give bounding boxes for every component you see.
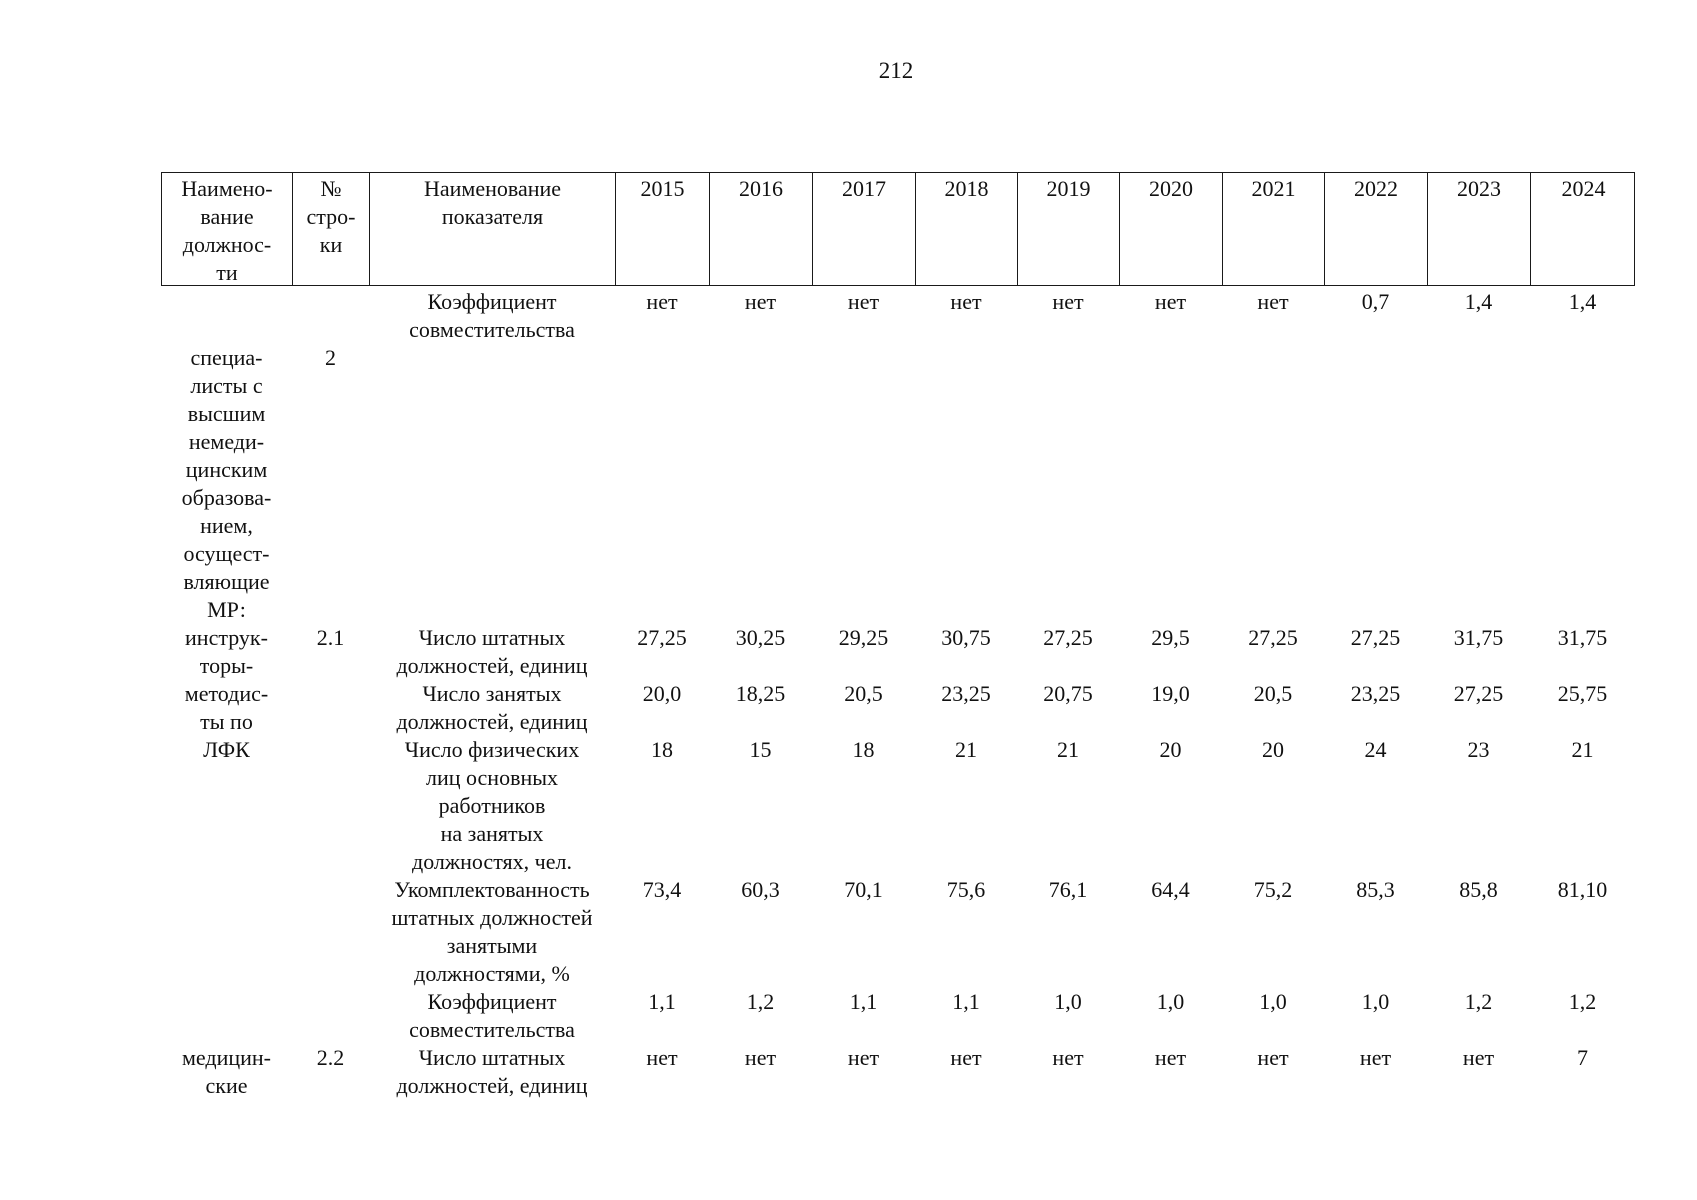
indicator-2-value-2018: 23,25 [941, 681, 991, 706]
header-year-2016: 2016 [710, 173, 813, 285]
row-medical-value-2020: нет [1154, 1045, 1187, 1070]
row-coefficient-value-2022: 0,7 [1361, 289, 1390, 314]
header-year-2021: 2021 [1223, 173, 1325, 285]
row-medical-position: медицин- ские [181, 1045, 271, 1098]
row-medical-indicator: Число штатных должностей, единиц [396, 1045, 588, 1098]
indicator-label-5: Коэффициент совместительства [409, 989, 575, 1042]
header-year-2017: 2017 [813, 173, 916, 285]
row-medical-value-2019: нет [1052, 1045, 1084, 1070]
row-specialists-position: специа- листы с высшим немеди- цинским образова- нием, осущест- вляющие МР: [181, 345, 272, 622]
page-number: 212 [878, 58, 914, 83]
row-instructors-line-no: 2.1 [316, 625, 345, 650]
indicator-3-value-2023: 23 [1467, 737, 1490, 762]
indicator-label-1: Число штатных должностей, единиц [396, 625, 588, 678]
indicator-1-value-2024: 31,75 [1557, 625, 1608, 650]
indicator-3-value-2021: 20 [1262, 737, 1284, 762]
indicator-5-value-2020: 1,0 [1156, 989, 1185, 1014]
indicator-3-value-2020: 20 [1159, 737, 1182, 762]
indicator-1-value-2019: 27,25 [1043, 625, 1093, 650]
indicator-1-value-2020: 29,5 [1151, 625, 1190, 650]
row-coefficient-value-2020: нет [1154, 289, 1187, 314]
indicator-4-value-2018: 75,6 [946, 877, 986, 902]
indicator-label-3: Число физических лиц основных работников на занятых должностях, чел. [404, 737, 580, 874]
indicator-5-value-2023: 1,2 [1464, 989, 1493, 1014]
indicator-5-value-2017: 1,1 [849, 989, 878, 1014]
indicator-1-value-2016: 30,25 [735, 625, 786, 650]
header-year-2020: 2020 [1120, 173, 1223, 285]
indicator-3-value-2022: 24 [1364, 737, 1387, 762]
indicator-4-value-2015: 73,4 [642, 877, 682, 902]
indicator-5-value-2021: 1,0 [1259, 989, 1287, 1014]
indicator-1-value-2015: 27,25 [637, 625, 687, 650]
header-position: Наимено- вание должнос- ти [162, 173, 293, 285]
indicator-5-value-2024: 1,2 [1568, 989, 1597, 1014]
indicator-2-value-2024: 25,75 [1557, 681, 1608, 706]
header-year-2023: 2023 [1428, 173, 1531, 285]
indicator-2-value-2021: 20,5 [1253, 681, 1293, 706]
indicator-5-value-2022: 1,0 [1361, 989, 1390, 1014]
header-year-2018: 2018 [916, 173, 1018, 285]
row-coefficient-value-2023: 1,4 [1464, 289, 1493, 314]
header-year-2019: 2019 [1018, 173, 1120, 285]
indicator-2-value-2019: 20,75 [1043, 681, 1093, 706]
row-coefficient-value-2021: нет [1257, 289, 1289, 314]
indicator-4-value-2019: 76,1 [1048, 877, 1088, 902]
row-medical-value-2016: нет [744, 1045, 777, 1070]
indicator-5-value-2015: 1,1 [648, 989, 676, 1014]
indicator-1-value-2023: 31,75 [1453, 625, 1504, 650]
indicator-3-value-2015: 18 [651, 737, 673, 762]
header-year-2024: 2024 [1561, 176, 1606, 201]
row-instructors-position: инструк- торы- методис- ты по ЛФК [184, 625, 269, 762]
indicator-2-value-2017: 20,5 [844, 681, 883, 706]
indicator-3-value-2016: 15 [749, 737, 772, 762]
row-medical-value-2017: нет [847, 1045, 880, 1070]
row-coefficient-value-2019: нет [1052, 289, 1084, 314]
row-coefficient-value-2018: нет [950, 289, 982, 314]
row-medical-value-2015: нет [646, 1045, 678, 1070]
row-medical-value-2021: нет [1257, 1045, 1289, 1070]
indicator-2-value-2023: 27,25 [1453, 681, 1504, 706]
row-medical-value-2024: 7 [1577, 1045, 1588, 1070]
indicator-2-value-2020: 19,0 [1151, 681, 1190, 706]
indicator-4-value-2022: 85,3 [1356, 877, 1395, 902]
row-medical-value-2022: нет [1359, 1045, 1392, 1070]
row-medical-line-no: 2.2 [316, 1045, 345, 1070]
table-header [161, 172, 1635, 286]
indicator-4-value-2024: 81,10 [1557, 877, 1608, 902]
indicator-2-value-2016: 18,25 [735, 681, 786, 706]
indicator-1-value-2022: 27,25 [1350, 625, 1401, 650]
indicator-5-value-2019: 1,0 [1054, 989, 1082, 1014]
row-coefficient-value-2017: нет [847, 289, 880, 314]
indicator-2-value-2015: 20,0 [642, 681, 682, 706]
indicator-3-value-2018: 21 [955, 737, 977, 762]
indicator-2-value-2022: 23,25 [1350, 681, 1401, 706]
indicator-1-value-2017: 29,25 [838, 625, 889, 650]
indicator-5-value-2016: 1,2 [746, 989, 775, 1014]
row-coefficient-value-2015: нет [646, 289, 678, 314]
indicator-3-value-2024: 21 [1571, 737, 1594, 762]
header-year-2015: 2015 [616, 173, 710, 285]
indicator-4-value-2017: 70,1 [844, 877, 883, 902]
indicator-4-value-2016: 60,3 [741, 877, 780, 902]
indicator-5-value-2018: 1,1 [952, 989, 980, 1014]
indicator-4-value-2023: 85,8 [1459, 877, 1498, 902]
indicator-label-4: Укомплектованность штатных должностей занятыми должностями, % [391, 877, 593, 986]
header-indicator: Наименование показателя [370, 173, 616, 285]
indicator-1-value-2021: 27,25 [1248, 625, 1298, 650]
indicator-4-value-2020: 64,4 [1151, 877, 1190, 902]
row-medical-value-2023: нет [1462, 1045, 1495, 1070]
row-medical-value-2018: нет [950, 1045, 982, 1070]
row-coefficient-value-2024: 1,4 [1568, 289, 1597, 314]
header-line-no: № стро- ки [293, 173, 370, 285]
row-coefficient-value-2016: нет [744, 289, 777, 314]
row-specialists-line-no: 2 [325, 345, 336, 370]
row-coefficient-indicator: Коэффициент совместительства [409, 289, 575, 342]
indicator-1-value-2018: 30,75 [941, 625, 991, 650]
indicator-3-value-2017: 18 [852, 737, 875, 762]
indicator-3-value-2019: 21 [1057, 737, 1079, 762]
header-year-2022: 2022 [1325, 173, 1428, 285]
indicator-label-2: Число занятых должностей, единиц [396, 681, 588, 734]
indicator-4-value-2021: 75,2 [1253, 877, 1293, 902]
